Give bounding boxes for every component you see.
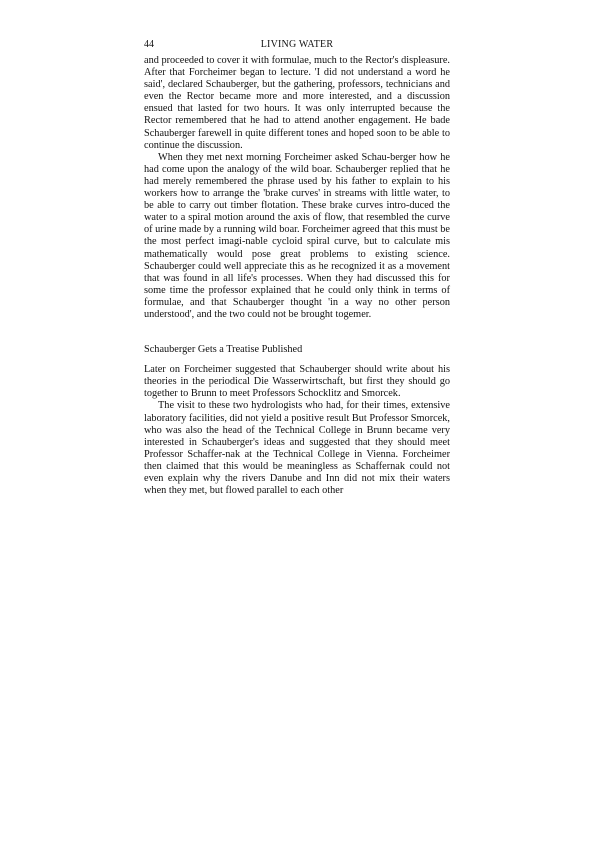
paragraph-2: When they met next morning Forcheimer asked Schau-berger how he had come upon the analogy of the wild boar. Schauberger replied that he had merely remembered the phrase used by his father to explain to his workers how to arrange the 'brake curves' in streams with little water, to be able to carry out timber flotation. These brake curves intro-duced the water to a spiral motion around the axis of flow, that resembled the curve of urine made by a running wild boar. Forcheimer agreed that this must be the most perfect imagi-nable cycloid spiral curve, but to calculate mis mathematically would pose great problems to existing science. Schauberger could well appreciate this as he recognized it as a movement that was found in all life's processes. When they had discussed this for some time the professor explained that he could only think in terms of formulae, and that Schauberger thought 'in a way no other person understood', and the two could not be brought togemer. [144, 151, 450, 320]
section-heading: Schauberger Gets a Treatise Published [144, 344, 303, 356]
paragraph-1: and proceeded to cover it with formulae, much to the Rector's displeasure. After that Forcheimer began to lecture. 'I did not understand a word he said', declared Schauberger, but the gathering, professors, technicians and even the Rector became more and more interested, and a discussion ensued that lasted for two hours. It was only interrupted because the Rector remembered that he had to attend another engagement. He bade Schauberger farewell in quite different tones and hoped soon to be able to continue the discussion. [144, 55, 450, 151]
page-number: 44 [144, 39, 154, 50]
paragraph-4: The visit to these two hydrologists who had, for their times, extensive laboratory facilities, did not yield a positive result But Professor Smorcek, who was also the head of the Technical College in Brunn became very interested in Schauberger's ideas and suggested that they should meet Professor Schaffer-nak at the Technical College in Vienna. Forcheimer then claimed that this would be meaningless as Schaffernak could not even explain why the rivers Danube and Inn did not mix their waters when they met, but flowed parallel to each other [144, 400, 450, 497]
book-page [144, 38, 450, 497]
paragraph-3: Later on Forcheimer suggested that Schauberger should write about his theories in the periodical Die Wasserwirtschaft, but first they should go together to Brunn to meet Professors Schocklitz and Smorcek. [144, 364, 450, 400]
running-title: LIVING WATER [260, 39, 334, 50]
running-head [144, 38, 450, 51]
